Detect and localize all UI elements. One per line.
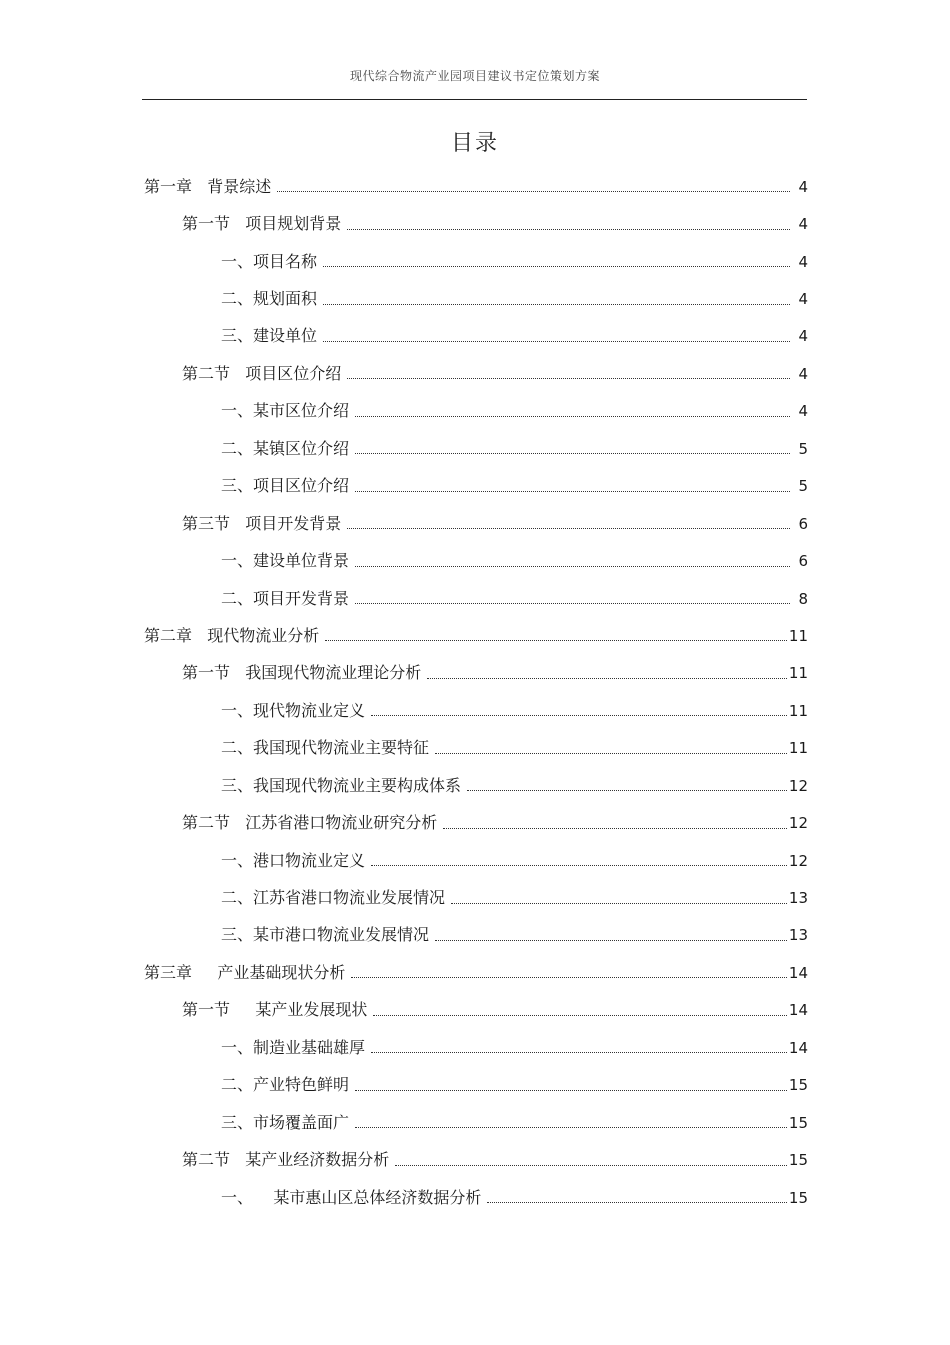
toc-page-number: 11 [788,701,808,720]
toc-dot-leader [355,1127,787,1128]
toc-entry[interactable] [0,730,950,767]
toc-page-number: 4 [798,177,808,196]
toc-page-number: 13 [788,926,808,945]
toc-dot-leader [355,453,790,454]
toc-page-number: 14 [788,963,808,982]
toc-dot-leader [443,828,787,829]
toc-entry[interactable] [0,1104,950,1141]
toc-dot-leader [371,1052,787,1053]
toc-dot-leader [323,341,790,342]
toc-entry-text: 一、某市区位介绍 [221,401,350,421]
toc-entry[interactable] [0,992,950,1029]
toc-dot-leader [355,566,790,567]
toc-entry[interactable] [0,1179,950,1216]
toc-page-number: 8 [798,589,808,608]
toc-entry[interactable] [0,580,950,617]
toc-page-number: 15 [788,1151,808,1170]
toc-dot-leader [355,416,790,417]
toc-dot-leader [467,790,787,791]
toc-entry[interactable] [0,617,950,654]
toc-entry-text: 三、某市港口物流业发展情况 [221,925,430,945]
toc-dot-leader [323,304,790,305]
toc-page-number: 4 [798,402,808,421]
toc-entry-text: 二、产业特色鲜明 [221,1075,350,1095]
toc-dot-leader [435,753,787,754]
toc-page-number: 14 [788,1038,808,1057]
toc-page-number: 6 [798,514,808,533]
toc-entry-text: 三、建设单位 [221,326,318,346]
toc-page-number: 12 [788,814,808,833]
toc-entry-text: 一、制造业基础雄厚 [221,1037,366,1057]
toc-entry[interactable] [0,655,950,692]
toc-dot-leader [323,266,790,267]
toc-entry[interactable] [0,280,950,317]
toc-entry-text: 第一节 项目规划背景 [182,214,342,234]
toc-entry[interactable] [0,393,950,430]
toc-entry[interactable] [0,468,950,505]
toc-page-number: 15 [788,1076,808,1095]
toc-entry[interactable] [0,542,950,579]
toc-page-number: 13 [788,889,808,908]
toc-entry-text: 二、规划面积 [221,289,318,309]
toc-dot-leader [347,528,790,529]
toc-entry-text: 一、建设单位背景 [221,551,350,571]
toc-dot-leader [373,1015,786,1016]
toc-entry[interactable] [0,430,950,467]
toc-page-number: 15 [788,1188,808,1207]
toc-entry-text: 第三章 产业基础现状分析 [144,962,346,982]
toc-entry-text: 一、项目名称 [221,251,318,271]
toc-page-number: 14 [788,1001,808,1020]
toc-dot-leader [451,903,787,904]
toc-entry-text: 第二节 项目区位介绍 [182,363,342,383]
toc-entry[interactable] [0,505,950,542]
toc-entry-text: 三、项目区位介绍 [221,476,350,496]
toc-entry-text: 三、市场覆盖面广 [221,1112,350,1132]
toc-entry[interactable] [0,842,950,879]
toc-entry-text: 第一章 背景综述 [144,176,272,196]
toc-entry-text: 一、港口物流业定义 [221,850,366,870]
toc-entry-text: 一、现代物流业定义 [221,700,366,720]
toc-page-number: 4 [798,252,808,271]
toc-entry-text: 第一节 某产业发展现状 [182,1000,368,1020]
toc-page-number: 4 [798,327,808,346]
toc-page-number: 15 [788,1113,808,1132]
toc-entry-text: 三、我国现代物流业主要构成体系 [221,775,462,795]
toc-dot-leader [277,191,790,192]
running-header: 现代综合物流产业园项目建议书定位策划方案 [349,69,600,83]
toc-dot-leader [355,603,790,604]
toc-entry[interactable] [0,879,950,916]
toc-entry[interactable] [0,1029,950,1066]
toc-entry[interactable] [0,954,950,991]
toc-page-number: 6 [798,552,808,571]
toc-entry[interactable] [0,1067,950,1104]
toc-entry[interactable] [0,168,950,205]
toc-dot-leader [325,640,787,641]
toc-entry[interactable] [0,355,950,392]
toc-dot-leader [355,1090,787,1091]
toc-entry-text: 二、项目开发背景 [221,588,350,608]
header-rule [142,99,807,100]
toc-dot-leader [395,1165,787,1166]
toc-entry[interactable] [0,917,950,954]
toc-page-number: 4 [798,290,808,309]
toc-page-number: 11 [788,739,808,758]
toc-page-number: 12 [788,851,808,870]
toc-dot-leader [355,491,790,492]
toc-entry[interactable] [0,205,950,242]
toc-page-number: 11 [788,626,808,645]
toc-entry-text: 二、某镇区位介绍 [221,438,350,458]
toc-entry-text: 一、 某市惠山区总体经济数据分析 [221,1187,482,1207]
toc-page-number: 12 [788,776,808,795]
toc-dot-leader [427,678,787,679]
toc-entry[interactable] [0,692,950,729]
toc-dot-leader [487,1202,787,1203]
toc-page-number: 4 [798,215,808,234]
toc-dot-leader [435,940,787,941]
toc-entry-text: 二、我国现代物流业主要特征 [221,738,430,758]
toc-entry[interactable] [0,1141,950,1178]
toc-entry-text: 第一节 我国现代物流业理论分析 [182,663,422,683]
toc-dot-leader [347,229,790,230]
toc-page-number: 5 [798,477,808,496]
toc-dot-leader [371,715,787,716]
toc-entry-text: 第二节 江苏省港口物流业研究分析 [182,813,438,833]
toc-entry-text: 二、江苏省港口物流业发展情况 [221,888,446,908]
toc-entry[interactable] [0,318,950,355]
toc-title: 目录 [450,131,499,156]
toc-entry-text: 第三节 项目开发背景 [182,513,342,533]
toc-entry-text: 第二节 某产业经济数据分析 [182,1150,390,1170]
toc-entry[interactable] [0,243,950,280]
toc-entry[interactable] [0,804,950,841]
toc-page-number: 11 [788,664,808,683]
toc-entry[interactable] [0,767,950,804]
toc-dot-leader [351,977,786,978]
toc-dot-leader [371,865,787,866]
table-of-contents [0,168,950,1216]
toc-entry-text: 第二章 现代物流业分析 [144,625,320,645]
toc-dot-leader [347,378,790,379]
toc-page-number: 5 [798,439,808,458]
toc-page-number: 4 [798,364,808,383]
